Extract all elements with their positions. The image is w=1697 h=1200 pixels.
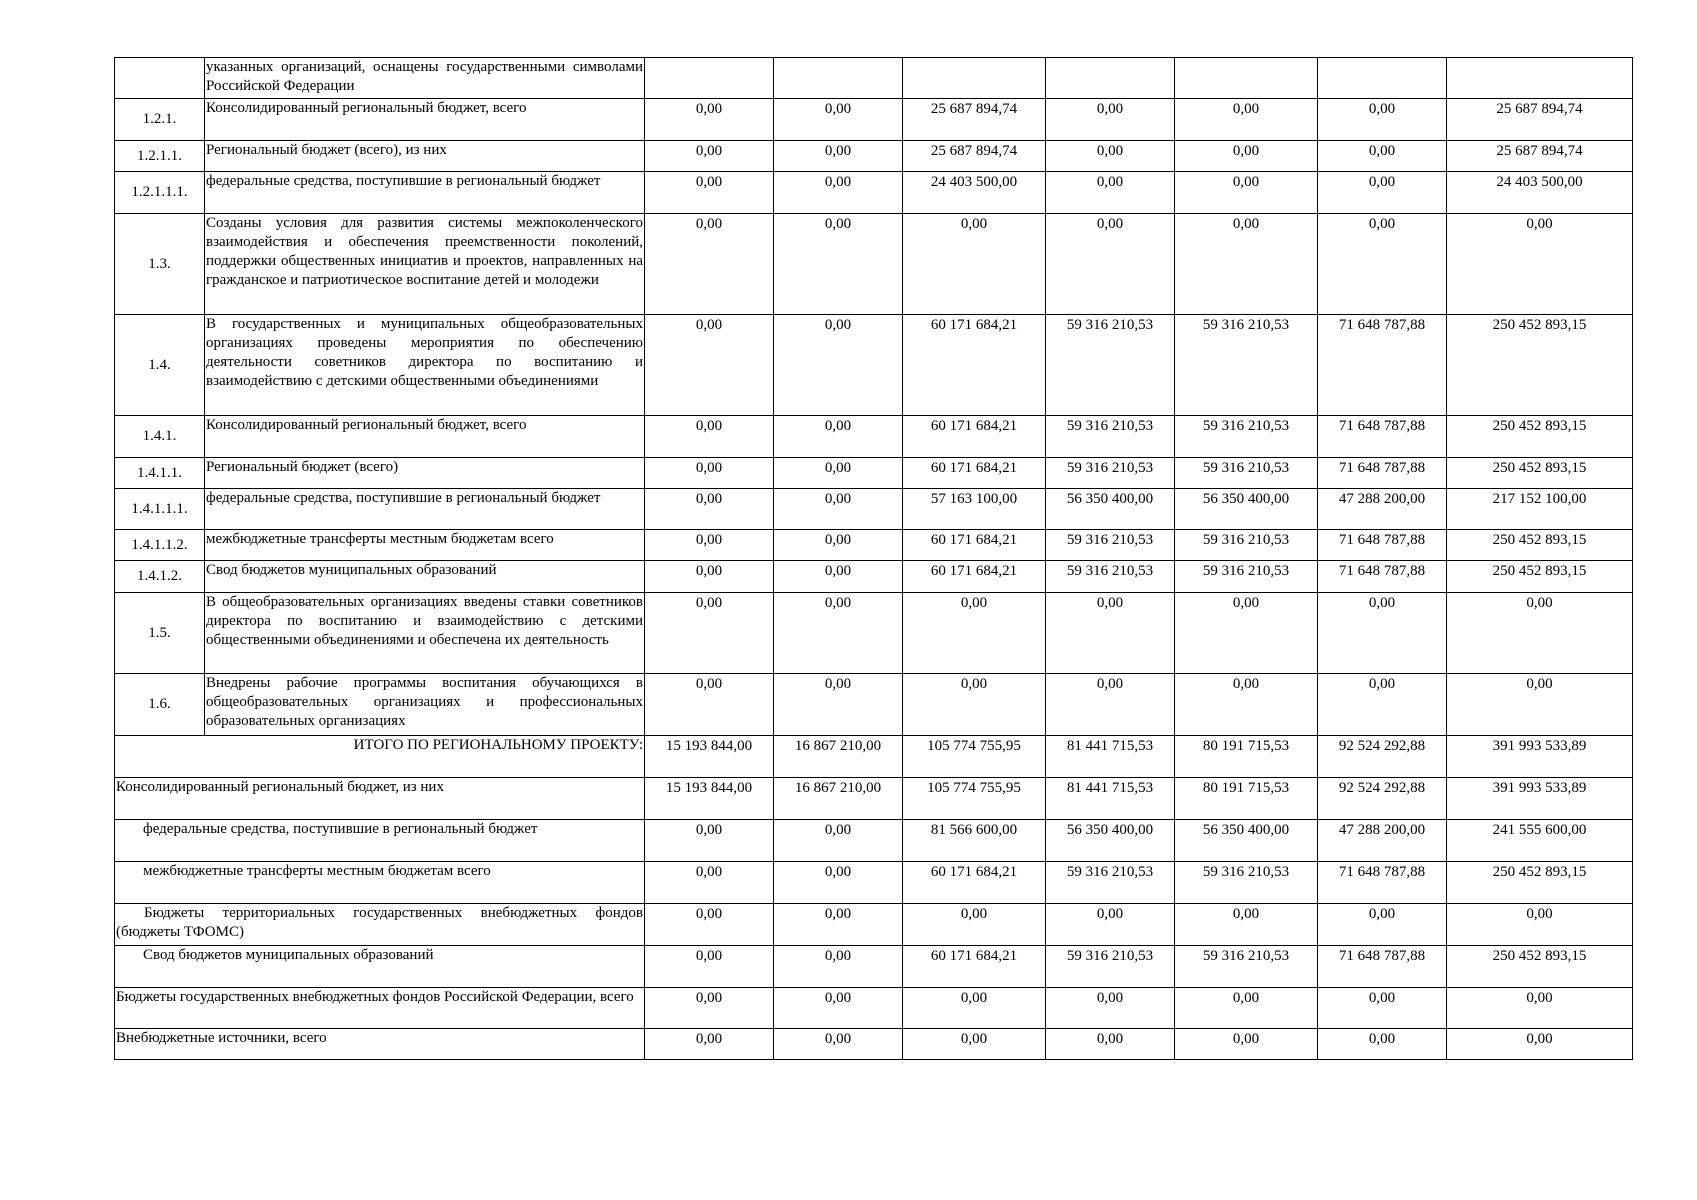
value-cell: 0,00 bbox=[774, 530, 903, 561]
value-cell: 0,00 bbox=[1175, 674, 1318, 736]
table-row bbox=[115, 141, 1633, 172]
value-cell: 56 350 400,00 bbox=[1175, 489, 1318, 530]
value-cell: 60 171 684,21 bbox=[903, 458, 1046, 489]
value-cell: 0,00 bbox=[1318, 904, 1447, 946]
value-cell: 250 452 893,15 bbox=[1447, 561, 1633, 593]
value-cell: 57 163 100,00 bbox=[903, 489, 1046, 530]
value-cell: 0,00 bbox=[1046, 1029, 1175, 1060]
row-description: Консолидированный региональный бюджет, всего bbox=[205, 99, 645, 141]
value-cell: 59 316 210,53 bbox=[1046, 530, 1175, 561]
table-row bbox=[115, 674, 1633, 736]
table-row bbox=[115, 561, 1633, 593]
value-cell: 0,00 bbox=[903, 214, 1046, 315]
value-cell: 92 524 292,88 bbox=[1318, 736, 1447, 778]
value-cell: 0,00 bbox=[1175, 172, 1318, 214]
value-cell: 0,00 bbox=[903, 674, 1046, 736]
value-cell: 0,00 bbox=[903, 593, 1046, 674]
value-cell: 0,00 bbox=[1175, 141, 1318, 172]
value-cell: 0,00 bbox=[645, 458, 774, 489]
value-cell: 59 316 210,53 bbox=[1175, 530, 1318, 561]
value-cell: 0,00 bbox=[1318, 593, 1447, 674]
row-description: Созданы условия для развития системы межпоколенческого взаимодействия и обеспечения преемственности поколений, поддержки общественных инициатив и проектов, направленных на гражданское и патриотическое воспитание детей и молодежи bbox=[205, 214, 645, 315]
value-cell: 0,00 bbox=[1318, 674, 1447, 736]
value-cell: 0,00 bbox=[645, 862, 774, 904]
value-cell: 0,00 bbox=[774, 946, 903, 988]
value-cell: 0,00 bbox=[774, 1029, 903, 1060]
value-cell: 0,00 bbox=[774, 988, 903, 1029]
value-cell: 15 193 844,00 bbox=[645, 736, 774, 778]
value-cell: 250 452 893,15 bbox=[1447, 946, 1633, 988]
value-cell: 59 316 210,53 bbox=[1175, 946, 1318, 988]
summary-label: Бюджеты территориальных государственных внебюджетных фондов (бюджеты ТФОМС) bbox=[115, 904, 645, 946]
row-description: Региональный бюджет (всего) bbox=[205, 458, 645, 489]
value-cell: 0,00 bbox=[1175, 904, 1318, 946]
table-row bbox=[115, 458, 1633, 489]
value-cell: 391 993 533,89 bbox=[1447, 736, 1633, 778]
value-cell: 0,00 bbox=[774, 458, 903, 489]
value-cell: 0,00 bbox=[645, 820, 774, 862]
row-description: федеральные средства, поступившие в региональный бюджет bbox=[205, 489, 645, 530]
summary-label: Свод бюджетов муниципальных образований bbox=[115, 946, 645, 988]
value-cell: 250 452 893,15 bbox=[1447, 458, 1633, 489]
value-cell bbox=[1318, 58, 1447, 99]
row-code: 1.4.1.1.1. bbox=[115, 489, 205, 530]
value-cell bbox=[1447, 58, 1633, 99]
value-cell: 0,00 bbox=[645, 489, 774, 530]
row-code: 1.5. bbox=[115, 593, 205, 674]
value-cell: 59 316 210,53 bbox=[1175, 862, 1318, 904]
total-label: ИТОГО ПО РЕГИОНАЛЬНОМУ ПРОЕКТУ: bbox=[115, 736, 645, 778]
value-cell: 60 171 684,21 bbox=[903, 315, 1046, 416]
value-cell: 80 191 715,53 bbox=[1175, 736, 1318, 778]
value-cell: 0,00 bbox=[1046, 988, 1175, 1029]
value-cell: 0,00 bbox=[1447, 988, 1633, 1029]
value-cell: 0,00 bbox=[645, 561, 774, 593]
value-cell: 0,00 bbox=[1175, 99, 1318, 141]
value-cell: 0,00 bbox=[774, 99, 903, 141]
value-cell: 250 452 893,15 bbox=[1447, 315, 1633, 416]
value-cell: 81 441 715,53 bbox=[1046, 736, 1175, 778]
value-cell: 0,00 bbox=[645, 904, 774, 946]
value-cell: 59 316 210,53 bbox=[1046, 458, 1175, 489]
value-cell: 71 648 787,88 bbox=[1318, 416, 1447, 458]
value-cell: 0,00 bbox=[1175, 1029, 1318, 1060]
value-cell: 0,00 bbox=[903, 988, 1046, 1029]
value-cell: 71 648 787,88 bbox=[1318, 862, 1447, 904]
value-cell: 59 316 210,53 bbox=[1046, 862, 1175, 904]
value-cell: 92 524 292,88 bbox=[1318, 778, 1447, 820]
value-cell: 0,00 bbox=[774, 416, 903, 458]
value-cell: 0,00 bbox=[1046, 99, 1175, 141]
value-cell: 56 350 400,00 bbox=[1046, 489, 1175, 530]
value-cell: 59 316 210,53 bbox=[1046, 416, 1175, 458]
value-cell: 0,00 bbox=[1318, 99, 1447, 141]
value-cell: 81 566 600,00 bbox=[903, 820, 1046, 862]
value-cell: 71 648 787,88 bbox=[1318, 946, 1447, 988]
value-cell: 25 687 894,74 bbox=[1447, 99, 1633, 141]
value-cell: 47 288 200,00 bbox=[1318, 820, 1447, 862]
value-cell: 0,00 bbox=[645, 1029, 774, 1060]
table-row bbox=[115, 593, 1633, 674]
row-code: 1.6. bbox=[115, 674, 205, 736]
value-cell: 59 316 210,53 bbox=[1046, 946, 1175, 988]
row-code: 1.2.1.1. bbox=[115, 141, 205, 172]
value-cell: 0,00 bbox=[1447, 1029, 1633, 1060]
summary-label: межбюджетные трансферты местным бюджетам всего bbox=[115, 862, 645, 904]
value-cell: 60 171 684,21 bbox=[903, 561, 1046, 593]
row-code bbox=[115, 58, 205, 99]
value-cell: 0,00 bbox=[645, 988, 774, 1029]
table-row bbox=[115, 58, 1633, 99]
value-cell: 0,00 bbox=[774, 593, 903, 674]
table-body bbox=[115, 58, 1633, 1060]
value-cell: 0,00 bbox=[1447, 593, 1633, 674]
value-cell: 71 648 787,88 bbox=[1318, 458, 1447, 489]
summary-label: федеральные средства, поступившие в региональный бюджет bbox=[115, 820, 645, 862]
value-cell: 0,00 bbox=[1046, 172, 1175, 214]
value-cell: 0,00 bbox=[774, 141, 903, 172]
value-cell: 0,00 bbox=[774, 489, 903, 530]
table-row bbox=[115, 99, 1633, 141]
budget-table bbox=[114, 57, 1633, 1060]
value-cell: 59 316 210,53 bbox=[1175, 315, 1318, 416]
row-description: Внедрены рабочие программы воспитания обучающихся в общеобразовательных организациях и профессиональных образовательных организациях bbox=[205, 674, 645, 736]
value-cell: 0,00 bbox=[903, 1029, 1046, 1060]
row-description: Консолидированный региональный бюджет, всего bbox=[205, 416, 645, 458]
table-row bbox=[115, 214, 1633, 315]
summary-row bbox=[115, 946, 1633, 988]
value-cell: 25 687 894,74 bbox=[903, 141, 1046, 172]
value-cell: 71 648 787,88 bbox=[1318, 315, 1447, 416]
row-code: 1.4.1.2. bbox=[115, 561, 205, 593]
value-cell: 60 171 684,21 bbox=[903, 530, 1046, 561]
value-cell: 60 171 684,21 bbox=[903, 946, 1046, 988]
value-cell: 0,00 bbox=[645, 141, 774, 172]
value-cell bbox=[1046, 58, 1175, 99]
summary-label: Консолидированный региональный бюджет, из них bbox=[115, 778, 645, 820]
value-cell: 0,00 bbox=[1046, 593, 1175, 674]
value-cell: 241 555 600,00 bbox=[1447, 820, 1633, 862]
value-cell: 0,00 bbox=[645, 530, 774, 561]
value-cell: 0,00 bbox=[1318, 1029, 1447, 1060]
row-description: Региональный бюджет (всего), из них bbox=[205, 141, 645, 172]
row-code: 1.4.1.1.2. bbox=[115, 530, 205, 561]
value-cell: 0,00 bbox=[645, 593, 774, 674]
row-description: межбюджетные трансферты местным бюджетам всего bbox=[205, 530, 645, 561]
value-cell: 391 993 533,89 bbox=[1447, 778, 1633, 820]
row-code: 1.3. bbox=[115, 214, 205, 315]
value-cell: 0,00 bbox=[645, 416, 774, 458]
value-cell: 0,00 bbox=[1046, 904, 1175, 946]
value-cell: 0,00 bbox=[1318, 988, 1447, 1029]
summary-row bbox=[115, 820, 1633, 862]
value-cell: 0,00 bbox=[1175, 214, 1318, 315]
row-description: федеральные средства, поступившие в региональный бюджет bbox=[205, 172, 645, 214]
value-cell: 47 288 200,00 bbox=[1318, 489, 1447, 530]
value-cell: 25 687 894,74 bbox=[903, 99, 1046, 141]
value-cell: 250 452 893,15 bbox=[1447, 416, 1633, 458]
value-cell: 0,00 bbox=[774, 904, 903, 946]
value-cell: 0,00 bbox=[774, 561, 903, 593]
value-cell: 250 452 893,15 bbox=[1447, 530, 1633, 561]
table-row bbox=[115, 489, 1633, 530]
value-cell: 0,00 bbox=[1046, 674, 1175, 736]
value-cell: 250 452 893,15 bbox=[1447, 862, 1633, 904]
value-cell: 71 648 787,88 bbox=[1318, 561, 1447, 593]
row-description: В общеобразовательных организациях введены ставки советников директора по воспитанию и взаимодействию с детскими общественными объединениями и обеспечена их деятельность bbox=[205, 593, 645, 674]
table-row bbox=[115, 315, 1633, 416]
value-cell: 0,00 bbox=[774, 862, 903, 904]
row-description: Свод бюджетов муниципальных образований bbox=[205, 561, 645, 593]
value-cell: 217 152 100,00 bbox=[1447, 489, 1633, 530]
value-cell: 0,00 bbox=[1175, 593, 1318, 674]
value-cell: 71 648 787,88 bbox=[1318, 530, 1447, 561]
value-cell: 59 316 210,53 bbox=[1175, 561, 1318, 593]
table-row bbox=[115, 530, 1633, 561]
value-cell bbox=[1175, 58, 1318, 99]
row-description: указанных организаций, оснащены государственными символами Российской Федерации bbox=[205, 58, 645, 99]
summary-row bbox=[115, 904, 1633, 946]
value-cell bbox=[645, 58, 774, 99]
value-cell: 0,00 bbox=[1046, 214, 1175, 315]
value-cell: 0,00 bbox=[645, 674, 774, 736]
value-cell: 60 171 684,21 bbox=[903, 416, 1046, 458]
row-code: 1.2.1. bbox=[115, 99, 205, 141]
summary-row bbox=[115, 862, 1633, 904]
value-cell: 0,00 bbox=[774, 214, 903, 315]
row-code: 1.4.1.1. bbox=[115, 458, 205, 489]
value-cell: 0,00 bbox=[645, 99, 774, 141]
summary-row bbox=[115, 778, 1633, 820]
summary-row bbox=[115, 1029, 1633, 1060]
value-cell: 25 687 894,74 bbox=[1447, 141, 1633, 172]
value-cell: 59 316 210,53 bbox=[1046, 315, 1175, 416]
value-cell bbox=[903, 58, 1046, 99]
value-cell: 0,00 bbox=[1318, 141, 1447, 172]
value-cell: 60 171 684,21 bbox=[903, 862, 1046, 904]
table-row bbox=[115, 172, 1633, 214]
value-cell: 0,00 bbox=[1447, 674, 1633, 736]
value-cell: 0,00 bbox=[1447, 214, 1633, 315]
value-cell: 59 316 210,53 bbox=[1046, 561, 1175, 593]
value-cell: 0,00 bbox=[774, 172, 903, 214]
value-cell: 0,00 bbox=[1175, 988, 1318, 1029]
value-cell: 0,00 bbox=[645, 214, 774, 315]
total-row bbox=[115, 736, 1633, 778]
value-cell: 105 774 755,95 bbox=[903, 778, 1046, 820]
value-cell: 0,00 bbox=[903, 904, 1046, 946]
value-cell: 80 191 715,53 bbox=[1175, 778, 1318, 820]
value-cell bbox=[774, 58, 903, 99]
value-cell: 56 350 400,00 bbox=[1046, 820, 1175, 862]
value-cell: 0,00 bbox=[1046, 141, 1175, 172]
row-description: В государственных и муниципальных общеобразовательных организациях проведены мероприятия по обеспечению деятельности советников директора по воспитанию и взаимодействию с детскими общественными объединениями bbox=[205, 315, 645, 416]
value-cell: 105 774 755,95 bbox=[903, 736, 1046, 778]
value-cell: 81 441 715,53 bbox=[1046, 778, 1175, 820]
table-row bbox=[115, 416, 1633, 458]
value-cell: 0,00 bbox=[1447, 904, 1633, 946]
summary-row bbox=[115, 988, 1633, 1029]
row-code: 1.4.1. bbox=[115, 416, 205, 458]
value-cell: 24 403 500,00 bbox=[903, 172, 1046, 214]
value-cell: 0,00 bbox=[774, 820, 903, 862]
value-cell: 59 316 210,53 bbox=[1175, 416, 1318, 458]
value-cell: 0,00 bbox=[645, 172, 774, 214]
summary-label: Бюджеты государственных внебюджетных фондов Российской Федерации, всего bbox=[115, 988, 645, 1029]
value-cell: 0,00 bbox=[1318, 172, 1447, 214]
value-cell: 0,00 bbox=[774, 315, 903, 416]
value-cell: 15 193 844,00 bbox=[645, 778, 774, 820]
value-cell: 56 350 400,00 bbox=[1175, 820, 1318, 862]
value-cell: 16 867 210,00 bbox=[774, 778, 903, 820]
value-cell: 0,00 bbox=[774, 674, 903, 736]
value-cell: 24 403 500,00 bbox=[1447, 172, 1633, 214]
value-cell: 0,00 bbox=[1318, 214, 1447, 315]
row-code: 1.4. bbox=[115, 315, 205, 416]
summary-label: Внебюджетные источники, всего bbox=[115, 1029, 645, 1060]
row-code: 1.2.1.1.1. bbox=[115, 172, 205, 214]
value-cell: 59 316 210,53 bbox=[1175, 458, 1318, 489]
value-cell: 0,00 bbox=[645, 315, 774, 416]
value-cell: 0,00 bbox=[645, 946, 774, 988]
value-cell: 16 867 210,00 bbox=[774, 736, 903, 778]
